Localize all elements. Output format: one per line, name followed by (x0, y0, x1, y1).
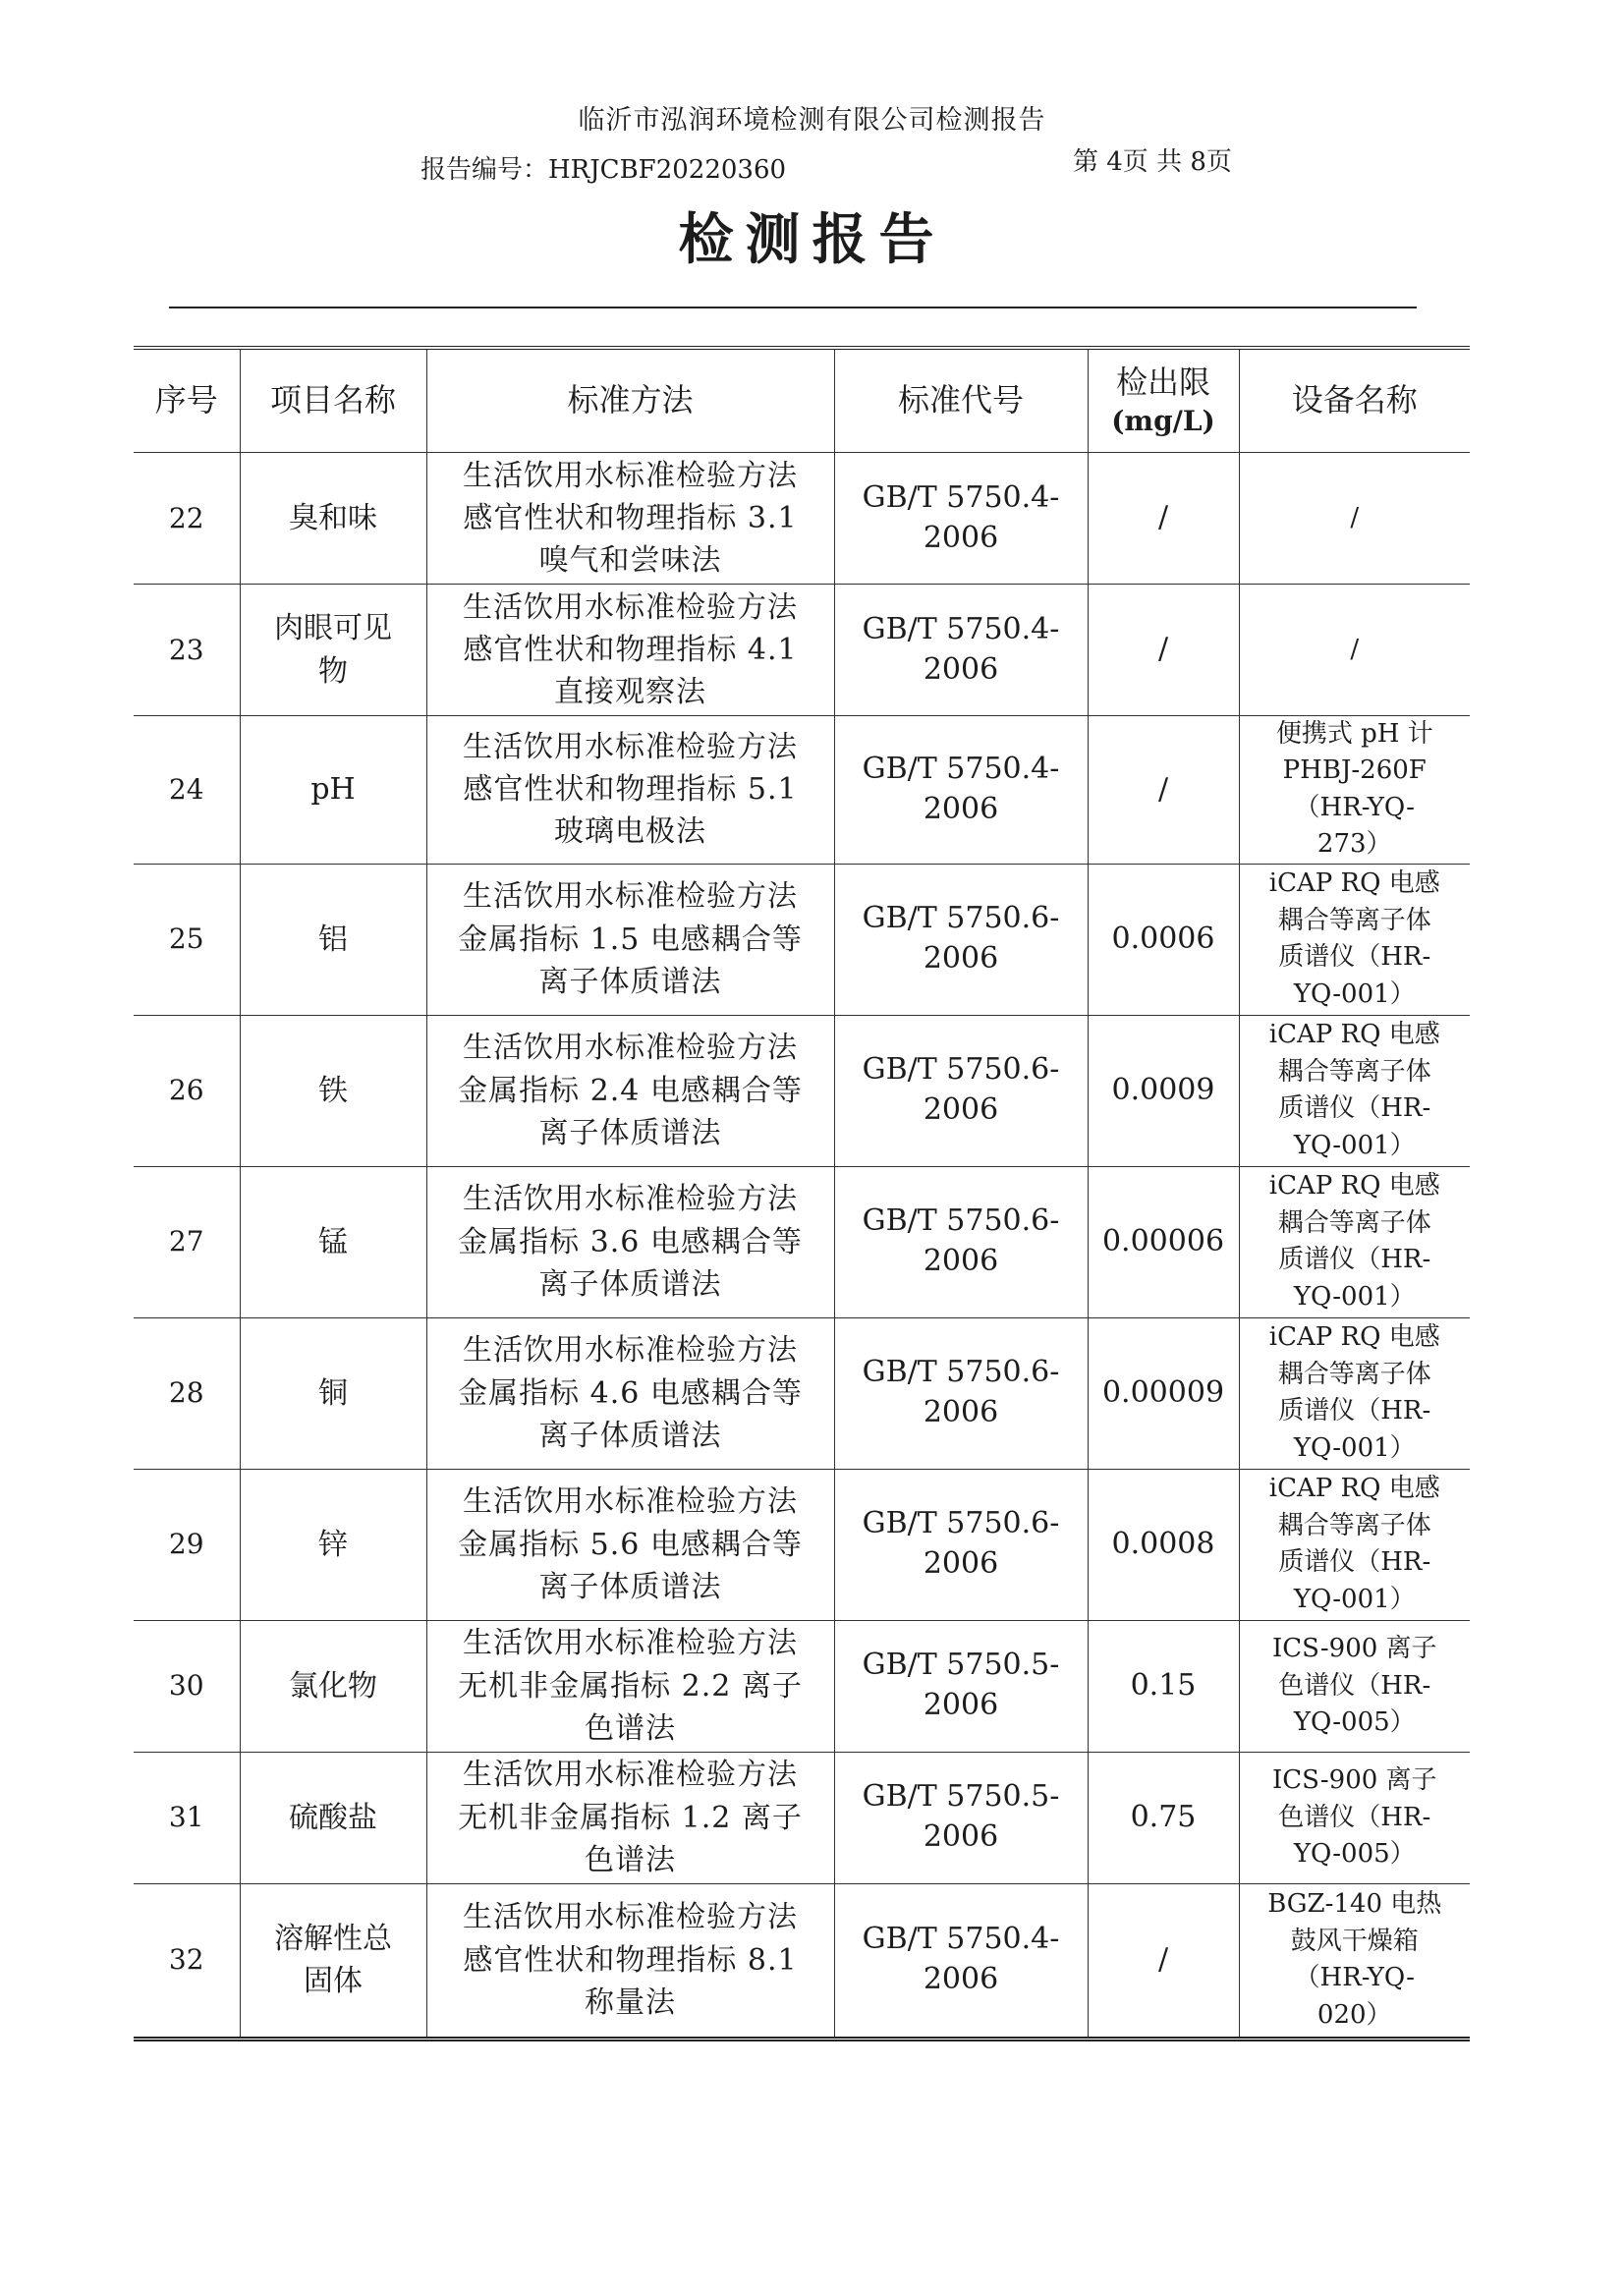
row-detection-limit: 0.15 (1088, 1620, 1239, 1752)
row-standard-code-line: 2006 (923, 520, 999, 555)
row-equipment-line: 质谱仪（HR- (1278, 1547, 1431, 1578)
row-method-line: 感官性状和物理指标 4.1 (463, 632, 798, 667)
row-equipment-line: 耦合等离子体 (1277, 1510, 1431, 1540)
row-equipment (1239, 585, 1470, 716)
row-equipment-line: iCAP RQ 电感 (1268, 1474, 1440, 1504)
row-equipment-line: 耦合等离子体 (1277, 1207, 1431, 1238)
row-equipment-line: iCAP RQ 电感 (1268, 1020, 1440, 1050)
row-detection-limit: 0.0009 (1088, 1015, 1239, 1166)
row-method (426, 453, 834, 585)
row-equipment-line: 质谱仪（HR- (1278, 1396, 1431, 1426)
row-standard-code-line: GB/T 5750.6- (862, 1355, 1060, 1390)
row-method-line: 无机非金属指标 1.2 离子 (458, 1800, 803, 1835)
row-method-line: 色谱法 (585, 1710, 676, 1746)
table-row (134, 1166, 1470, 1317)
table-row (134, 1883, 1470, 2039)
row-equipment-line: 质谱仪（HR- (1278, 1245, 1431, 1275)
row-equipment (1239, 1883, 1470, 2039)
row-index: 23 (134, 585, 240, 716)
row-standard-code (834, 1015, 1088, 1166)
row-equipment-line: / (1350, 502, 1360, 532)
row-index: 24 (134, 716, 240, 865)
row-item-name: 锰 (240, 1166, 426, 1317)
row-method-line: 嗅气和尝味法 (538, 543, 722, 579)
col-header-method: 标准方法 (426, 348, 834, 453)
row-item-name: 肉眼可见物 (240, 585, 426, 716)
row-method-line: 感官性状和物理指标 5.1 (463, 772, 798, 808)
row-standard-code (834, 453, 1088, 585)
row-equipment-line: YQ-001） (1293, 1432, 1416, 1463)
table-row (134, 585, 1470, 716)
row-method-line: 生活饮用水标准检验方法 (463, 1900, 798, 1935)
row-equipment-line: 质谱仪（HR- (1278, 1093, 1431, 1124)
table-row (134, 864, 1470, 1015)
row-method-line: 金属指标 1.5 电感耦合等 (458, 922, 803, 957)
row-equipment-line: 便携式 pH 计 (1275, 719, 1433, 749)
row-method (426, 716, 834, 865)
row-index: 30 (134, 1620, 240, 1752)
table-body (134, 453, 1470, 2040)
row-equipment (1239, 716, 1470, 865)
row-standard-code (834, 1469, 1088, 1620)
row-detection-limit: 0.00009 (1088, 1317, 1239, 1469)
row-item-name: 氯化物 (240, 1620, 426, 1752)
row-method-line: 感官性状和物理指标 3.1 (463, 500, 798, 535)
row-method-line: 生活饮用水标准检验方法 (463, 1626, 798, 1661)
row-standard-code-line: GB/T 5750.4- (862, 752, 1060, 787)
table-header-row (134, 348, 1470, 453)
row-index: 28 (134, 1317, 240, 1469)
row-equipment-line: YQ-005） (1293, 1706, 1416, 1737)
table-row (134, 1752, 1470, 1883)
row-method-line: 无机非金属指标 2.2 离子 (458, 1668, 803, 1704)
limit-header-unit: (mg/L) (1111, 404, 1215, 437)
row-equipment-line: YQ-001） (1293, 1584, 1416, 1614)
col-header-item: 项目名称 (240, 348, 426, 453)
row-equipment-line: BGZ-140 电热 (1267, 1889, 1442, 1920)
row-equipment-line: 鼓风干燥箱 (1290, 1926, 1419, 1956)
table-row (134, 453, 1470, 585)
row-method-line: 直接观察法 (554, 675, 706, 710)
row-detection-limit: 0.0006 (1088, 864, 1239, 1015)
row-method (426, 1015, 834, 1166)
row-item-name: 铜 (240, 1317, 426, 1469)
row-equipment (1239, 1752, 1470, 1883)
row-equipment-line: YQ-001） (1293, 1130, 1416, 1160)
row-equipment (1239, 1469, 1470, 1620)
row-detection-limit: 0.0008 (1088, 1469, 1239, 1620)
table-row (134, 716, 1470, 865)
row-method-line: 色谱法 (585, 1842, 676, 1877)
limit-header-label: 检出限 (1115, 363, 1210, 401)
row-method (426, 1317, 834, 1469)
row-method-line: 生活饮用水标准检验方法 (463, 730, 798, 765)
row-standard-code-line: 2006 (923, 1244, 999, 1279)
row-method-line: 金属指标 5.6 电感耦合等 (458, 1527, 803, 1562)
row-standard-code-line: GB/T 5750.6- (862, 1203, 1060, 1239)
row-equipment-line: ICS-900 离子 (1271, 1634, 1437, 1664)
row-standard-code-line: GB/T 5750.4- (862, 611, 1060, 646)
row-standard-code (834, 585, 1088, 716)
row-standard-code (834, 1752, 1088, 1883)
row-detection-limit: 0.00006 (1088, 1166, 1239, 1317)
row-method-line: 离子体质谱法 (538, 1569, 722, 1604)
row-standard-code-line: GB/T 5750.6- (862, 1052, 1060, 1088)
row-equipment (1239, 1015, 1470, 1166)
row-equipment-line: 色谱仪（HR- (1278, 1670, 1431, 1701)
row-equipment (1239, 1620, 1470, 1752)
row-equipment-line: 020） (1316, 1999, 1392, 2030)
row-standard-code (834, 864, 1088, 1015)
row-method (426, 864, 834, 1015)
row-equipment (1239, 453, 1470, 585)
row-method-line: 金属指标 4.6 电感耦合等 (458, 1375, 803, 1411)
row-detection-limit: 0.75 (1088, 1752, 1239, 1883)
row-item-name: 臭和味 (240, 453, 426, 585)
row-equipment-line: 耦合等离子体 (1277, 905, 1431, 935)
row-item-name: 铝 (240, 864, 426, 1015)
page-title: 检测报告 (678, 208, 946, 272)
row-method-line: 生活饮用水标准检验方法 (463, 1333, 798, 1369)
row-standard-code-line: GB/T 5750.4- (862, 1922, 1060, 1957)
row-index: 22 (134, 453, 240, 585)
row-equipment (1239, 1166, 1470, 1317)
row-item-name: 锌 (240, 1469, 426, 1620)
row-equipment-line: PHBJ-260F (1282, 755, 1427, 786)
row-equipment-line: 色谱仪（HR- (1278, 1802, 1431, 1832)
col-header-limit (1088, 348, 1239, 453)
row-method (426, 1752, 834, 1883)
row-index: 29 (134, 1469, 240, 1620)
row-detection-limit: / (1088, 716, 1239, 865)
row-equipment-line: 273） (1316, 829, 1392, 860)
row-method-line: 生活饮用水标准检验方法 (463, 879, 798, 915)
title-divider (169, 307, 1417, 308)
row-method (426, 1620, 834, 1752)
row-item-name: 硫酸盐 (240, 1752, 426, 1883)
row-standard-code-line: 2006 (923, 1819, 999, 1855)
row-standard-code-line: 2006 (923, 1092, 999, 1128)
row-method (426, 585, 834, 716)
row-index: 26 (134, 1015, 240, 1166)
row-detection-limit: / (1088, 585, 1239, 716)
col-header-equipment: 设备名称 (1239, 348, 1470, 453)
col-header-code: 标准代号 (834, 348, 1088, 453)
row-equipment-line: iCAP RQ 电感 (1268, 1322, 1440, 1353)
row-equipment (1239, 1317, 1470, 1469)
row-method-line: 离子体质谱法 (538, 1115, 722, 1150)
row-equipment (1239, 864, 1470, 1015)
row-method (426, 1469, 834, 1620)
row-equipment-line: iCAP RQ 电感 (1268, 868, 1440, 899)
row-standard-code-line: GB/T 5750.6- (862, 901, 1060, 936)
row-standard-code (834, 1166, 1088, 1317)
row-equipment-line: 质谱仪（HR- (1278, 942, 1431, 973)
row-detection-limit: / (1088, 453, 1239, 585)
row-method-line: 生活饮用水标准检验方法 (463, 458, 798, 493)
row-method-line: 金属指标 2.4 电感耦合等 (458, 1073, 803, 1108)
row-standard-code-line: 2006 (923, 651, 999, 687)
row-equipment-line: YQ-001） (1293, 978, 1416, 1009)
table-row (134, 1317, 1470, 1469)
row-item-name: 溶解性总固体 (240, 1883, 426, 2039)
row-index: 27 (134, 1166, 240, 1317)
row-equipment-line: 耦合等离子体 (1277, 1359, 1431, 1389)
row-standard-code-line: GB/T 5750.6- (862, 1506, 1060, 1541)
table-row (134, 1469, 1470, 1620)
row-equipment-line: （HR-YQ- (1294, 792, 1415, 822)
row-item-name: 铁 (240, 1015, 426, 1166)
page-indicator: 第 4页 共 8页 (1073, 147, 1232, 177)
row-detection-limit: / (1088, 1883, 1239, 2039)
row-standard-code-line: 2006 (923, 1962, 999, 1997)
row-index: 25 (134, 864, 240, 1015)
company-header: 临沂市泓润环境检测有限公司检测报告 (578, 105, 1046, 136)
row-method (426, 1883, 834, 2039)
row-method-line: 离子体质谱法 (538, 1266, 722, 1302)
row-equipment-line: / (1350, 634, 1360, 664)
row-equipment-line: （HR-YQ- (1294, 1963, 1415, 1993)
results-table-container (134, 346, 1470, 2041)
row-equipment-line: ICS-900 离子 (1271, 1765, 1437, 1796)
row-equipment-line: YQ-005） (1293, 1838, 1416, 1869)
row-standard-code-line: 2006 (923, 1546, 999, 1582)
row-method-line: 离子体质谱法 (538, 964, 722, 999)
row-method-line: 金属指标 3.6 电感耦合等 (458, 1224, 803, 1259)
report-number: 报告编号：HRJCBF20220360 (420, 155, 787, 185)
row-method-line: 生活饮用水标准检验方法 (463, 1758, 798, 1793)
row-standard-code-line: GB/T 5750.5- (862, 1648, 1060, 1683)
row-method-line: 生活饮用水标准检验方法 (463, 1182, 798, 1217)
row-standard-code (834, 1883, 1088, 2039)
row-method-line: 感官性状和物理指标 8.1 (463, 1942, 798, 1978)
row-method-line: 玻璃电极法 (554, 814, 706, 850)
row-standard-code-line: 2006 (923, 1688, 999, 1723)
table-row (134, 1620, 1470, 1752)
row-method-line: 生活饮用水标准检验方法 (463, 589, 798, 625)
row-method-line: 离子体质谱法 (538, 1418, 722, 1453)
table-row (134, 1015, 1470, 1166)
row-standard-code (834, 1317, 1088, 1469)
row-method-line: 生活饮用水标准检验方法 (463, 1484, 798, 1520)
row-standard-code-line: GB/T 5750.5- (862, 1779, 1060, 1815)
row-standard-code-line: 2006 (923, 791, 999, 826)
row-method-line: 称量法 (585, 1985, 676, 2020)
col-header-index: 序号 (134, 348, 240, 453)
row-standard-code-line: 2006 (923, 941, 999, 977)
row-equipment-line: iCAP RQ 电感 (1268, 1171, 1440, 1202)
row-standard-code (834, 716, 1088, 865)
row-standard-code-line: GB/T 5750.4- (862, 479, 1060, 515)
row-index: 31 (134, 1752, 240, 1883)
row-index: 32 (134, 1883, 240, 2039)
row-standard-code (834, 1620, 1088, 1752)
row-method-line: 生活饮用水标准检验方法 (463, 1031, 798, 1066)
test-methods-table (134, 346, 1470, 2041)
row-standard-code-line: 2006 (923, 1395, 999, 1430)
row-method (426, 1166, 834, 1317)
row-equipment-line: 耦合等离子体 (1277, 1056, 1431, 1087)
row-equipment-line: YQ-001） (1293, 1281, 1416, 1312)
row-item-name: pH (240, 716, 426, 865)
